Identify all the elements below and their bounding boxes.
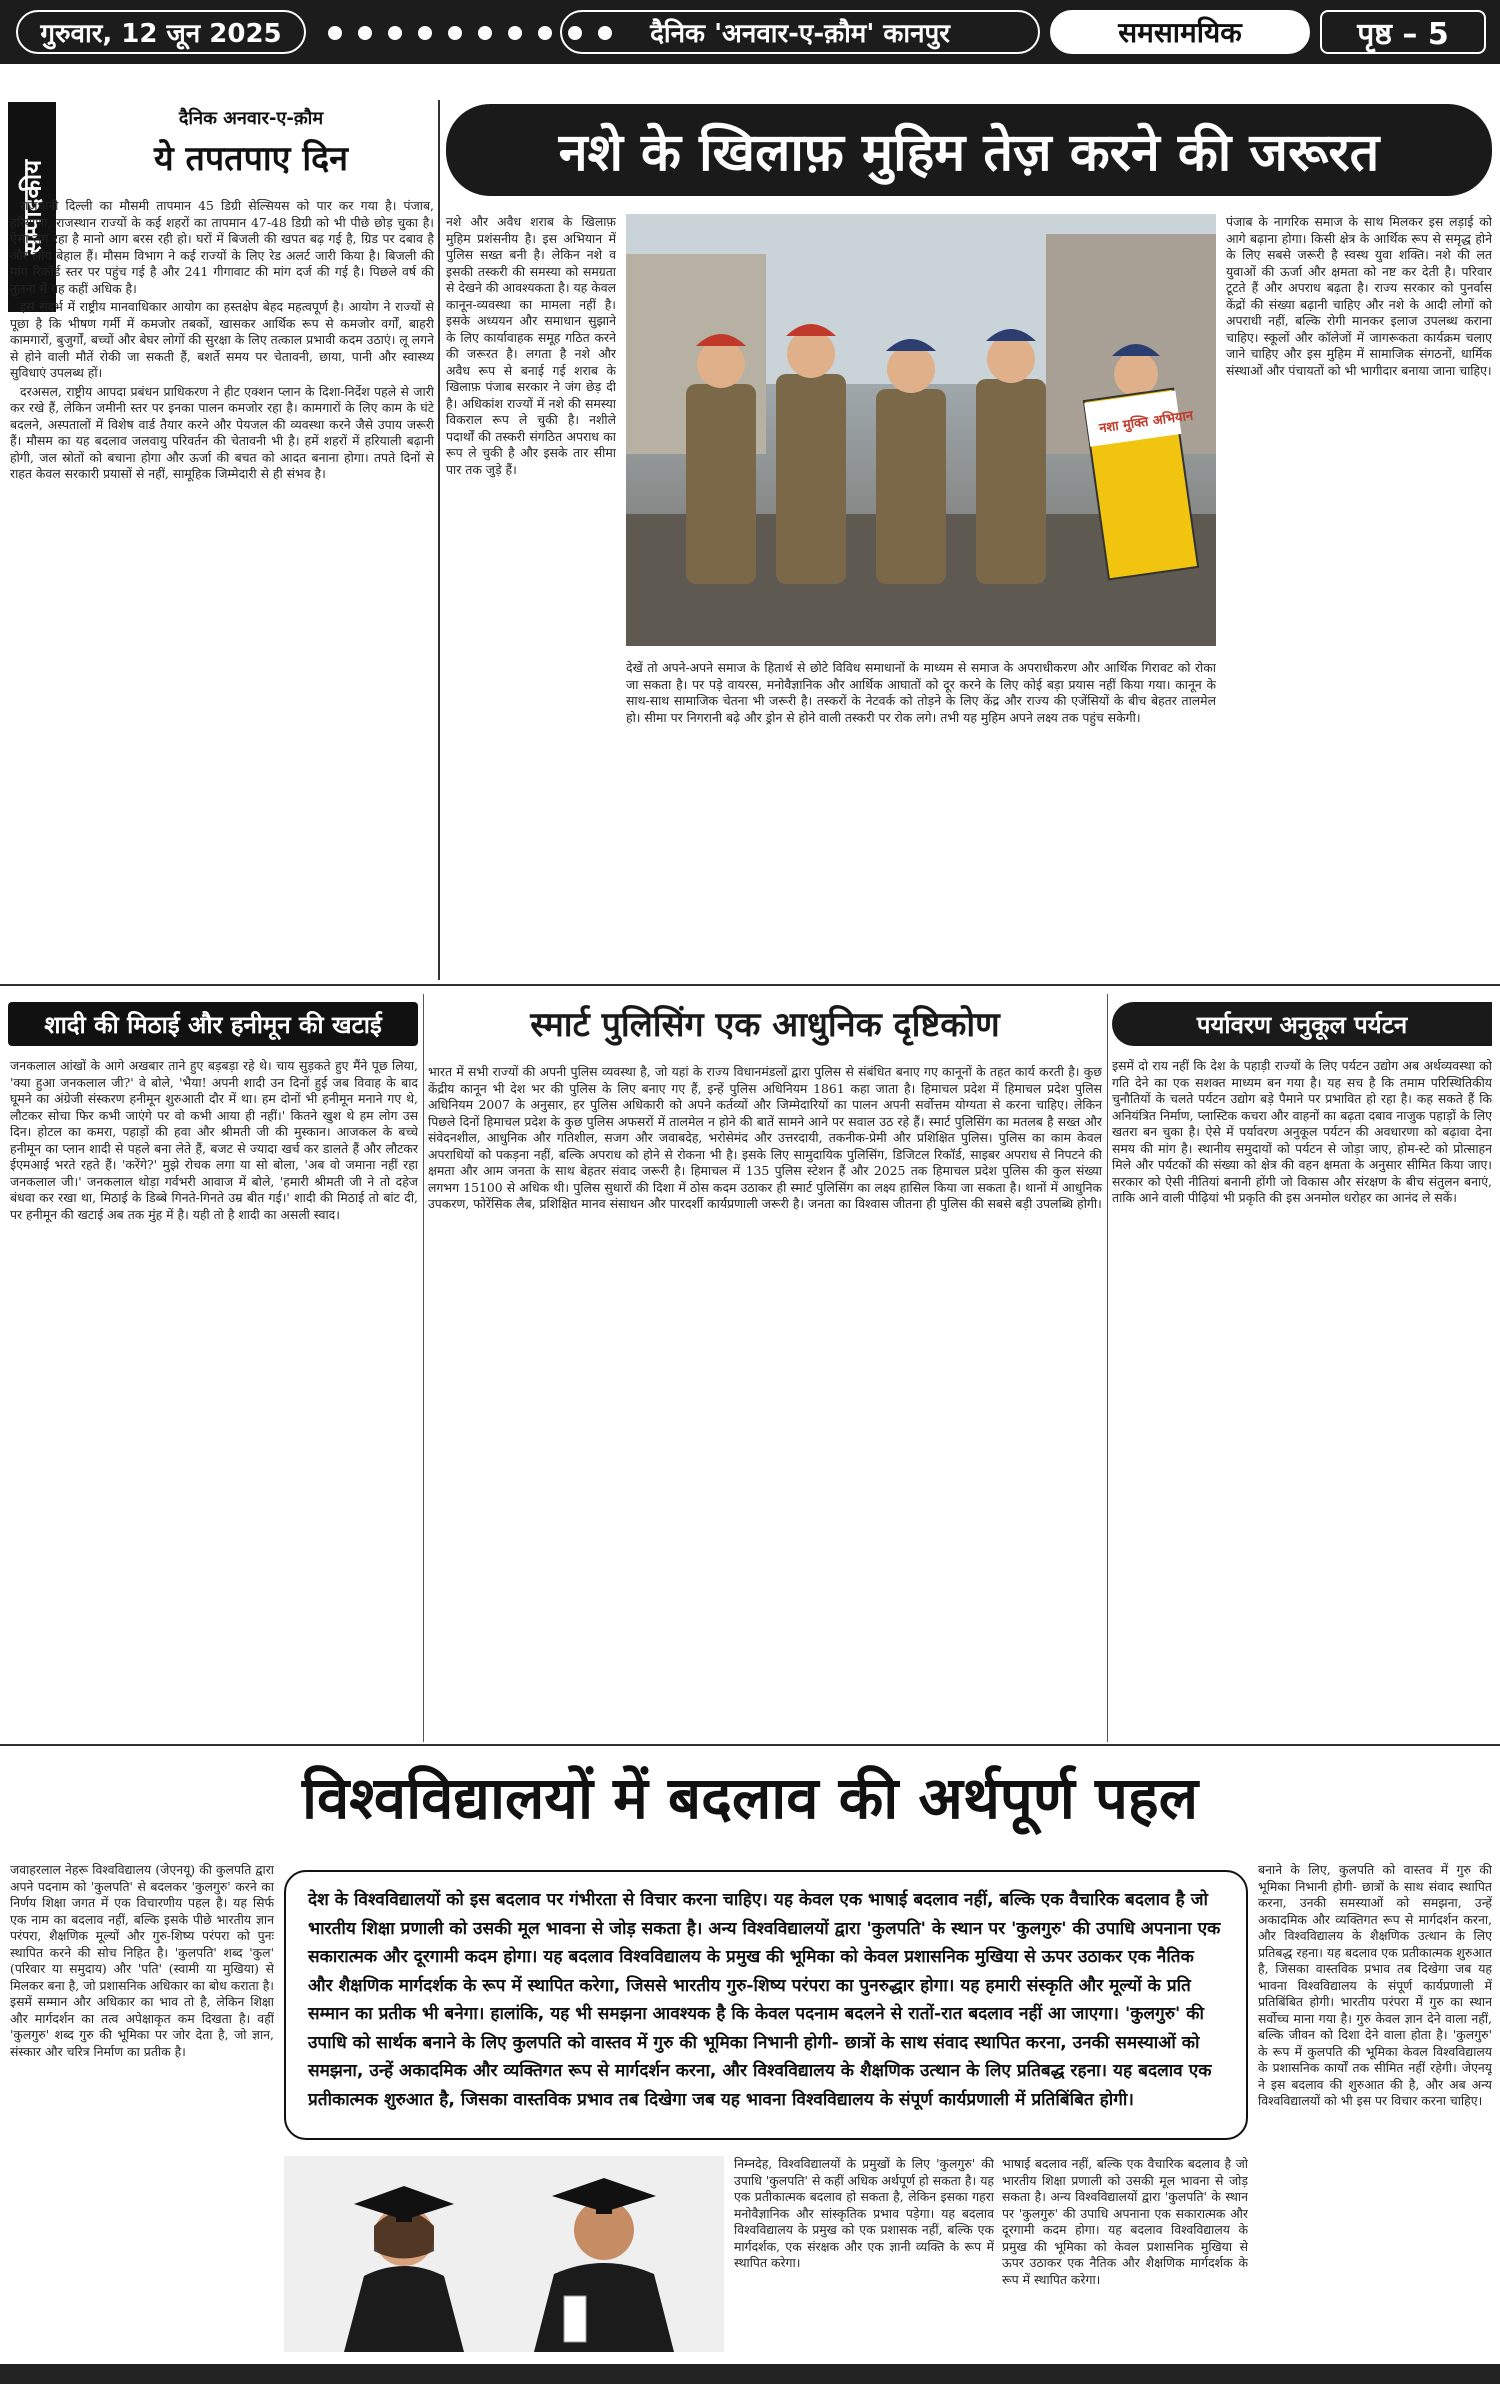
wedding-body: जनकलाल आंखों के आगे अखबार ताने हुए बड़बड़ा रहे थे। चाय सुड़कते हुए मैंने पूछ लिया, 'क्या हुआ जनकलाल जी?' वे बोले, 'भैया! अपनी शादी उन दिनों हुई जब विवाह के बाद घूमने का अंग्रेजी संस्करण हनीमून शुरुआती दौर में था। हम दोनों भी हनीमून मनाने गए थे, लौटकर सोचा फिर कभी जाएंगे पर वो कभी आया ही नहीं।' कितने खुश थे हम लोग उस दिन। होटल का कमरा, पहाड़ों की हवा और श्रीमती जी की मुस्कान। आजकल के बच्चे हनीमून का प्लान शादी से पहले बना लेते हैं, बजट से ज्यादा खर्च कर डालते हैं और लौटकर ईएमआई भरते रहते हैं। 'करेंगे?' मुझे रोचक लगा या सो बोला, 'अब वो जमाना नहीं रहा जनकलाल जी।' जनकलाल थोड़ा गर्वभरी आवाज में बोले, 'हमारी श्रीमती जी ने तो दहेज बंधवा कर रखा था, मिठाई के डिब्बे गिनते-गिनते उम्र बीत गई।' शादी की मिठाई तो बांट दी, पर हनीमून की खटाई अब तक मुंह में है। यही तो है शादी का असली स्वाद। xyxy=(10,1058,418,1222)
editorial-paragraph: दरअसल, राष्ट्रीय आपदा प्रबंधन प्राधिकरण ने हीट एक्शन प्लान के दिशा-निर्देश पहले से जारी कर रखे हैं, लेकिन जमीनी स्तर पर इनका पालन कमजोर रहा है। कामगारों के लिए काम के घंटे बदलने, अस्पतालों में विशेष वार्ड तैयार करने और पेयजल की व्यवस्था करने जैसे उपाय जरूरी हैं। मौसम का यह बदलाव जलवायु परिवर्तन की चेतावनी भी है। हमें शहरों में हरियाली बढ़ानी होगी, जल स्रोतों को बचाना होगा और ऊर्जा की बचत को आदत बनाना होगा। तपते दिनों से राहत केवल सरकारी प्रयासों से नहीं, सामूहिक जिम्मेदारी से ही संभव है। xyxy=(10,383,434,481)
column-divider xyxy=(1107,994,1108,1742)
page-number: पृष्ठ – 5 xyxy=(1320,10,1486,54)
editorial-paragraph: इस संदर्भ में राष्ट्रीय मानवाधिकार आयोग का हस्तक्षेप बेहद महत्वपूर्ण है। आयोग ने राज्यों से पूछा है कि भीषण गर्मी में कमजोर तबकों, खासकर आर्थिक रूप से कमजोर वर्गों, बाहरी कामगारों, बुजुर्गों, बच्चों और बेघर लोगों की सुरक्षा के लिए तत्काल प्रभावी कदम उठाएं। लू लगने से होने वाली मौतें रोकी जा सकती हैं, बशर्ते समय पर चेतावनी, छाया, पानी और स्वास्थ्य सुविधाएं उपलब्ध हों। xyxy=(10,299,434,380)
smart-policing-body: भारत में सभी राज्यों की अपनी पुलिस व्यवस्था है, जो यहां के राज्य विधानमंडलों द्वारा पुलिस से संबंधित बनाए गए कानूनों के तहत कार्य करती है। कुछ केंद्रीय कानून भी देश भर की पुलिस के लिए बनाए गए हैं, इन्हें पुलिस अधिनियम 1861 कहा जाता है। हिमाचल प्रदेश में हिमाचल प्रदेश पुलिस अधिनियम 2007 के अनुसार, हर पुलिस अधिकारी को अपने कर्तव्यों और जिम्मेदारियों का पालन अपनी सर्वोत्तम योग्यता से करना चाहिए। लेकिन पिछले दिनों हिमाचल प्रदेश के कुछ पुलिस अफसरों में तालमेल न होने की बातें सामने आने पर सवाल उठ रहे हैं। स्मार्ट पुलिसिंग का मतलब है सख्त और संवेदनशील, आधुनिक और गतिशील, सजग और जवाबदेह, भरोसेमंद और उत्तरदायी, तकनीक-प्रेमी और प्रशिक्षित पुलिस। पुलिस का काम केवल अपराधियों को पकड़ना नहीं, बल्कि अपराध को होने से रोकना भी है। इसके लिए सामुदायिक पुलिसिंग, डिजिटल रिकॉर्ड, साइबर अपराध से निपटने की क्षमता और आम जनता के साथ बेहतर संवाद जरूरी है। हिमाचल में 135 पुलिस स्टेशन हैं और 2025 तक हिमाचल प्रदेश पुलिस की कुल संख्या लगभग 15100 से अधिक थी। पुलिस सुधारों की दिशा में ठोस कदम उठाकर ही स्मार्ट पुलिसिंग का लक्ष्य हासिल किया जा सकता है। थानों में आधुनिक उपकरण, फोरेंसिक लैब, प्रशिक्षित मानव संसाधन और पारदर्शी कार्यप्रणाली जरूरी है। जनता का विश्वास जीतना ही पुलिस की सबसे बड़ी उपलब्धि होगी। xyxy=(428,1064,1102,1211)
editorial-title: ये तपतपाए दिन xyxy=(153,139,349,179)
editorial-subtitle: दैनिक अनवार-ए-क़ौम xyxy=(178,108,324,129)
university-highlight-box: देश के विश्वविद्यालयों को इस बदलाव पर गंभीरता से विचार करना चाहिए। यह केवल एक भाषाई बदलाव नहीं, बल्कि एक वैचारिक बदलाव है जो भारतीय शिक्षा प्रणाली को उसकी मूल भावना से जोड़ सकता है। अन्य विश्वविद्यालयों द्वारा 'कुलपति' के स्थान पर 'कुलगुरु' की उपाधि अपनाना एक सकारात्मक और दूरगामी कदम होगा। यह बदलाव विश्वविद्यालय के प्रमुख की भूमिका को केवल प्रशासनिक मुखिया से ऊपर उठाकर एक नैतिक और शैक्षणिक मार्गदर्शक के रूप में स्थापित करेगा, जिससे भारतीय गुरु-शिष्य परंपरा का पुनरुद्धार होगा। यह हमारी संस्कृति और मूल्यों के प्रति सम्मान का प्रतीक भी बनेगा। हालांकि, यह भी समझना आवश्यक है कि केवल पदनाम बदलने से रातों-रात बदलाव नहीं आ जाएगा। 'कुलगुरु' की उपाधि को सार्थक बनाने के लिए कुलपति को वास्तव में गुरु की भूमिका निभानी होगी- छात्रों के साथ संवाद स्थापित करना, उनकी समस्याओं को समझना, उन्हें अकादमिक और व्यक्तिगत रूप से मार्गदर्शन करना, और विश्वविद्यालय के शैक्षणिक उत्थान के लिए प्रतिबद्ध रहना। यह बदलाव एक प्रतीकात्मक शुरुआत है, जिसका वास्तविक प्रभाव तब दिखेगा जब यह भावना विश्वविद्यालय के संपूर्ण कार्यप्रणाली में प्रतिबिंबित होगी। xyxy=(284,1870,1248,2140)
masthead xyxy=(0,0,1500,64)
graduates-photo xyxy=(284,2156,724,2352)
environment-body: इसमें दो राय नहीं कि देश के पहाड़ी राज्यों के लिए पर्यटन उद्योग अब अर्थव्यवस्था को गति देने का एक सशक्त माध्यम बन गया है। यह सच है कि तमाम परिस्थितिकीय चुनौतियों के चलते पर्यटन उद्योग बड़े पैमाने पर प्रभावित हो रहा है। कह सकते हैं कि अनियंत्रित निर्माण, प्लास्टिक कचरा और वाहनों का बढ़ता दबाव नाजुक पहाड़ों के लिए खतरा बन चुका है। ऐसे में पर्यावरण अनुकूल पर्यटन की अवधारणा को बढ़ावा देना समय की मांग है। स्थानीय समुदायों को पर्यटन से जोड़ा जाए, होम-स्टे को प्रोत्साहन मिले और पर्यटकों की संख्या को क्षेत्र की वहन क्षमता के अनुसार सीमित किया जाए। सरकार को ऐसी नीतियां बनानी होंगी जो विकास और संरक्षण के बीच संतुलन बनाएं, ताकि आने वाली पीढ़ियां भी प्रकृति की इस अनमोल धरोहर का आनंद ले सकें। xyxy=(1112,1058,1492,1205)
university-column: बनाने के लिए, कुलपति को वास्तव में गुरु की भूमिका निभानी होगी- छात्रों के साथ संवाद स्थापित करना, उनकी समस्याओं को समझना, उन्हें अकादमिक और व्यक्तिगत रूप से मार्गदर्शन करना, और विश्वविद्यालय के शैक्षणिक उत्थान के लिए प्रतिबद्ध रहना। यह बदलाव एक प्रतीकात्मक शुरुआत है, जिसका वास्तविक प्रभाव तब दिखेगा जब यह भावना विश्वविद्यालय के संपूर्ण कार्यप्रणाली में प्रतिबिंबित होगी। भारतीय परंपरा में गुरु का स्थान सर्वोच्च माना गया है। गुरु केवल ज्ञान देने वाला नहीं, बल्कि जीवन को दिशा देने वाला होता है। 'कुलगुरु' के रूप में कुलपति की भूमिका केवल विश्वविद्यालय के प्रशासनिक कार्यों तक सीमित नहीं रहेगी। जेएनयू ने इस बदलाव की शुरुआत की है, और अब अन्य विश्वविद्यालयों को भी इस पर विचार करना चाहिए। xyxy=(1258,1862,1492,2108)
issue-date: गुरुवार, 12 जून 2025 xyxy=(16,10,306,54)
drug-story-column: नशे और अवैध शराब के खिलाफ़ मुहिम प्रशंसनीय है। इस अभियान में पुलिस सख्त बनी है। लेकिन नशे व इसकी तस्करी की समस्या को समग्रता से देखने की आवश्यकता है। यह केवल कानून-व्यवस्था का मामला नहीं है। इसके अध्ययन और समाधान सुझाने के लिए कार्यावाहक समूह गठित करने की जरूरत है। लगता है नशे और अवैध रूप से बनाई गई शराब के खिलाफ़ पंजाब सरकार ने जंग छेड़ दी है। अधिकांश राज्यों में नशे की समस्या विकराल रूप ले चुकी है। नशीले पदार्थों की तस्करी संगठित अपराध का रूप ले चुकी है और इसके तार सीमा पार तक जुड़े हैं। xyxy=(446,214,616,477)
editorial-tab: सम्पादकीय xyxy=(8,102,56,312)
drug-story-column: देखें तो अपने-अपने समाज के हितार्थ से छोटे विविध समाधानों के माध्यम से समाज के अपराधीकरण और आर्थिक गिरावट को रोका जा सकता है। पर पड़े वायरस, मनोवैज्ञानिक और आर्थिक आघातों को दूर करने के लिए कोई बड़ा प्रयास नहीं किया गया। कानून के साथ-साथ सामाजिक चेतना भी जरूरी है। तस्करों के नेटवर्क को तोड़ने के लिए केंद्र और राज्य की एजेंसियों के बीच बेहतर तालमेल हो। सीमा पर निगरानी बढ़े और ड्रोन से होने वाली तस्करी पर रोक लगे। तभी यह मुहिम अपने लक्ष्य तक पहुंच सकेगी। xyxy=(626,660,1216,725)
newspaper-name: दैनिक 'अनवार-ए-क़ौम' कानपुर xyxy=(560,10,1040,54)
wedding-headline: शादी की मिठाई और हनीमून की खटाई xyxy=(8,1002,418,1046)
editorial-paragraph: राजधानी दिल्ली का मौसमी तापमान 45 डिग्री सेल्सियस को पार कर गया है। पंजाब, हरियाणा, राजस्थान राज्यों के कई शहरों का तापमान 47-48 डिग्री को भी पीछे छोड़ चुका है। ऐसा लग रहा है मानो आग बरस रही हो। घरों में बिजली की खपत बढ़ गई है, ग्रिड पर दबाव है और लोग बेहाल हैं। मौसम विभाग ने कई राज्यों के लिए रेड अलर्ट जारी किया है। बिजली की मांग रिकॉर्ड स्तर पर पहुंच गई है और 241 गीगावाट की मांग दर्ज की गई है। पिछले वर्ष की तुलना में यह कहीं अधिक है। xyxy=(10,198,434,296)
smart-policing-headline: स्मार्ट पुलिसिंग एक आधुनिक दृष्टिकोण xyxy=(530,1005,1000,1045)
university-column: निम्नदेह, विश्वविद्यालयों के प्रमुखों के लिए 'कुलगुरु' की उपाधि 'कुलपति' से कहीं अधिक अर्थपूर्ण हो सकता है। यह एक प्रतीकात्मक बदलाव हो सकता है, लेकिन इसका गहरा मनोवैज्ञानिक और सांस्कृतिक प्रभाव पड़ेगा। यह बदलाव विश्वविद्यालय के प्रमुख को एक प्रशासक नहीं, बल्कि एक मार्गदर्शक, एक संरक्षक और एक ज्ञानी व्यक्ति के रूप में स्थापित करेगा। xyxy=(734,2156,994,2270)
section-divider xyxy=(0,984,1500,986)
column-divider xyxy=(423,994,424,1742)
editorial-body xyxy=(10,198,434,968)
drug-story-column: पंजाब के नागरिक समाज के साथ मिलकर इस लड़ाई को आगे बढ़ाना होगा। किसी क्षेत्र के आर्थिक रूप से समृद्ध होने के लिए सबसे जरूरी है स्वस्थ युवा शक्ति। नशे की लत युवाओं की ऊर्जा और क्षमता को नष्ट कर देती है। परिवार टूटते हैं और अपराध बढ़ता है। राज्य सरकार को पुनर्वास केंद्रों की संख्या बढ़ानी चाहिए और नशे के आदी लोगों को अपराधी नहीं, बल्कि रोगी मानकर इलाज उपलब्ध कराना चाहिए। स्कूलों और कॉलेजों में जागरूकता कार्यक्रम चलाए जाने चाहिए और इस मुहिम में सामाजिक संगठनों, धार्मिक संस्थाओं और पंचायतों को भी भागीदार बनाया जाना चाहिए। xyxy=(1226,214,1492,378)
graduates-illustration xyxy=(284,2156,724,2352)
drug-story-headline: नशे के खिलाफ़ मुहिम तेज़ करने की जरूरत xyxy=(446,104,1492,196)
university-column: जवाहरलाल नेहरू विश्वविद्यालय (जेएनयू) की कुलपति द्वारा अपने पदनाम को 'कुलपति' से बदलकर 'कुलगुरु' करने का निर्णय शिक्षा जगत में एक विचारणीय पहल है। यह सिर्फ एक नाम का बदलाव नहीं, बल्कि इसके पीछे भारतीय ज्ञान परंपरा, शैक्षणिक मूल्यों और गुरु-शिष्य परंपरा को पुनः स्थापित करने की सोच निहित है। 'कुलपति' शब्द 'कुल' (परिवार या समुदाय) और 'पति' (स्वामी या मुखिया) से मिलकर बना है, जो प्रशासनिक अधिकार का बोध कराता है। इसमें सम्मान और अधिकार का भाव तो है, लेकिन शिक्षा और मार्गदर्शन का तत्व अपेक्षाकृत कम दिखता है। वहीं 'कुलगुरु' शब्द गुरु की भूमिका पर जोर देता है, जो ज्ञान, संस्कार और चरित्र निर्माण का प्रतीक है। xyxy=(10,1862,274,2059)
university-headline: विश्वविद्यालयों में बदलाव की अर्थपूर्ण पहल xyxy=(301,1764,1199,1832)
environment-headline: पर्यावरण अनुकूल पर्यटन xyxy=(1112,1002,1492,1046)
section-name: समसामयिक xyxy=(1050,10,1310,54)
police-photo xyxy=(626,214,1216,646)
column-divider xyxy=(438,100,440,980)
section-divider xyxy=(0,1744,1500,1746)
photo-placard-text: नशा मुक्ति अभियान xyxy=(1098,408,1195,437)
footer-bar xyxy=(0,2364,1500,2384)
university-column: भाषाई बदलाव नहीं, बल्कि एक वैचारिक बदलाव है जो भारतीय शिक्षा प्रणाली को उसकी मूल भावना से जोड़ सकता है। अन्य विश्वविद्यालयों द्वारा 'कुलपति' के स्थान पर 'कुलगुरु' की उपाधि अपनाना एक सकारात्मक और दूरगामी कदम होगा। यह बदलाव विश्वविद्यालय के प्रमुख की भूमिका को केवल प्रशासनिक मुखिया से ऊपर उठाकर एक नैतिक और शैक्षणिक मार्गदर्शक के रूप में स्थापित करेगा। xyxy=(1002,2156,1248,2287)
